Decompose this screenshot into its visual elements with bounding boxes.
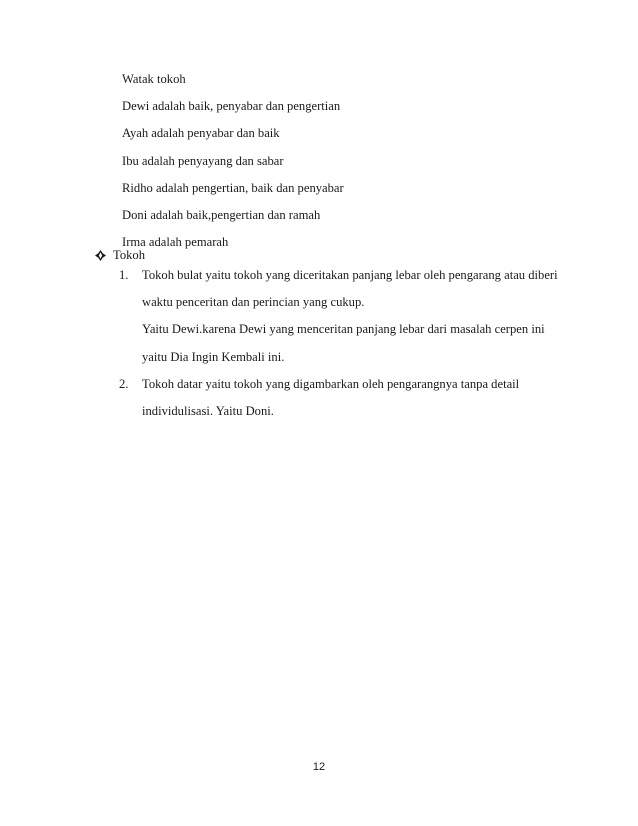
watak-line: Irma adalah pemarah (122, 235, 229, 250)
list-number: 1. (119, 268, 129, 282)
list-item-line: Yaitu Dewi.karena Dewi yang menceritan panjang lebar dari masalah cerpen ini (142, 322, 545, 337)
watak-line: Ridho adalah pengertian, baik dan penyabar (122, 180, 344, 195)
character-traits-block (122, 72, 592, 262)
list-item-line: Tokoh datar yaitu tokoh yang digambarkan oleh pengarangnya tanpa detail (142, 376, 520, 391)
list-number: 2. (119, 376, 129, 391)
tokoh-list (95, 268, 575, 431)
watak-line: Dewi adalah baik, penyabar dan pengertian (122, 99, 341, 114)
list-item-line: waktu penceritan dan perincian yang cukup. (142, 295, 365, 310)
tokoh-heading-row (95, 246, 575, 264)
list-item-line: individulisasi. Yaitu Doni. (142, 403, 274, 418)
tokoh-heading: Tokoh (113, 247, 146, 262)
page-number: 12 (312, 761, 326, 773)
watak-line: Ayah adalah penyabar dan baik (122, 126, 280, 141)
list-item-line: Tokoh bulat yaitu tokoh yang diceritakan panjang lebar oleh pengarang atau diberi (142, 268, 558, 282)
diamond-bullet-icon (95, 250, 113, 261)
tokoh-section (95, 246, 575, 418)
watak-heading: Watak tokoh (122, 72, 186, 86)
watak-line: Ibu adalah penyayang dan sabar (122, 153, 284, 168)
watak-line: Doni adalah baik,pengertian dan ramah (122, 207, 321, 222)
list-item (95, 268, 575, 377)
list-item (95, 377, 575, 431)
list-item-line: yaitu Dia Ingin Kembali ini. (142, 349, 285, 364)
